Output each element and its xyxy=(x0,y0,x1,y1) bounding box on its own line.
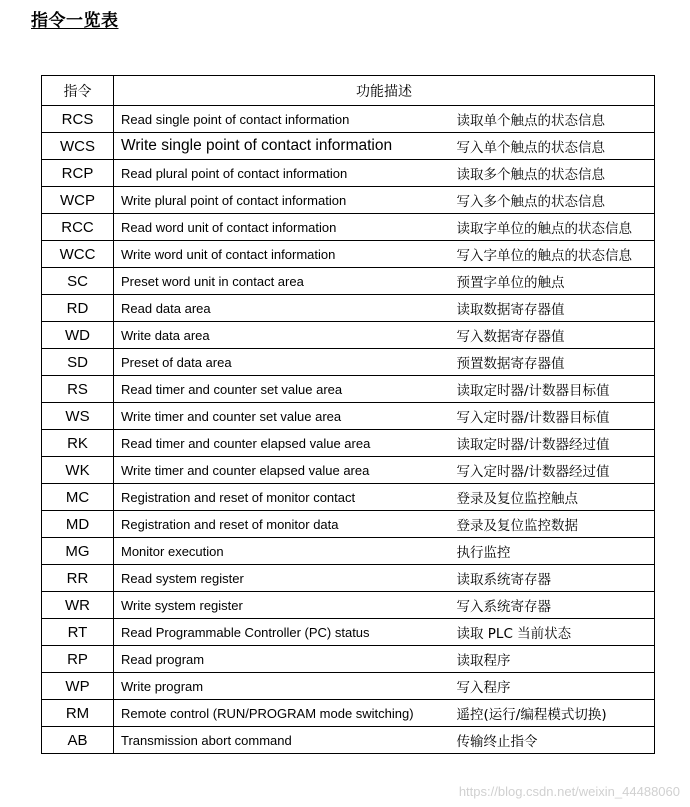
description-cn: 读取单个触点的状态信息 xyxy=(451,106,655,133)
description-cn: 读取定时器/计数器目标值 xyxy=(451,376,655,403)
table-row xyxy=(42,295,655,322)
description-en: Read data area xyxy=(114,295,451,322)
command-code: WS xyxy=(42,403,114,430)
description-cn: 写入定时器/计数器经过值 xyxy=(451,457,655,484)
description-en: Write system register xyxy=(114,592,451,619)
command-code: RT xyxy=(42,619,114,646)
command-code: WD xyxy=(42,322,114,349)
command-code: MD xyxy=(42,511,114,538)
description-cn: 预置数据寄存器值 xyxy=(451,349,655,376)
table-row xyxy=(42,727,655,754)
description-cn: 写入单个触点的状态信息 xyxy=(451,133,655,160)
command-code: WR xyxy=(42,592,114,619)
description-cn: 写入定时器/计数器目标值 xyxy=(451,403,655,430)
table-row xyxy=(42,673,655,700)
watermark: https://blog.csdn.net/weixin_44488060 xyxy=(458,784,680,799)
description-cn: 读取定时器/计数器经过值 xyxy=(451,430,655,457)
table-row xyxy=(42,322,655,349)
command-code: RK xyxy=(42,430,114,457)
table-row xyxy=(42,511,655,538)
description-en: Read program xyxy=(114,646,451,673)
command-code: WCP xyxy=(42,187,114,214)
description-en: Write program xyxy=(114,673,451,700)
description-cn: 写入程序 xyxy=(451,673,655,700)
description-cn: 登录及复位监控触点 xyxy=(451,484,655,511)
command-code: WK xyxy=(42,457,114,484)
command-code: RD xyxy=(42,295,114,322)
description-cn: 读取系统寄存器 xyxy=(451,565,655,592)
description-en: Monitor execution xyxy=(114,538,451,565)
table-row xyxy=(42,403,655,430)
command-code: WCC xyxy=(42,241,114,268)
description-cn: 写入数据寄存器值 xyxy=(451,322,655,349)
description-en: Read Programmable Controller (PC) status xyxy=(114,619,451,646)
description-en: Read timer and counter elapsed value area xyxy=(114,430,451,457)
table-row xyxy=(42,160,655,187)
description-cn: 传输终止指令 xyxy=(451,727,655,754)
description-en: Read plural point of contact information xyxy=(114,160,451,187)
description-en: Read system register xyxy=(114,565,451,592)
table-row xyxy=(42,376,655,403)
description-en: Preset word unit in contact area xyxy=(114,268,451,295)
table-row xyxy=(42,592,655,619)
description-cn: 读取多个触点的状态信息 xyxy=(451,160,655,187)
description-cn: 读取数据寄存器值 xyxy=(451,295,655,322)
table-row xyxy=(42,457,655,484)
description-cn: 登录及复位监控数据 xyxy=(451,511,655,538)
table-row xyxy=(42,430,655,457)
description-en: Registration and reset of monitor data xyxy=(114,511,451,538)
table-row xyxy=(42,268,655,295)
command-code: SD xyxy=(42,349,114,376)
command-code: RCP xyxy=(42,160,114,187)
description-en: Read single point of contact information xyxy=(114,106,451,133)
description-en: Transmission abort command xyxy=(114,727,451,754)
table-row xyxy=(42,538,655,565)
table-row xyxy=(42,241,655,268)
command-code: RCS xyxy=(42,106,114,133)
description-en: Write plural point of contact information xyxy=(114,187,451,214)
table-row xyxy=(42,646,655,673)
command-code: WCS xyxy=(42,133,114,160)
description-en: Read timer and counter set value area xyxy=(114,376,451,403)
description-en: Write word unit of contact information xyxy=(114,241,451,268)
command-code: RR xyxy=(42,565,114,592)
document-title: 指令一览表 xyxy=(31,11,119,31)
description-cn: 写入多个触点的状态信息 xyxy=(451,187,655,214)
header-function: 功能描述 xyxy=(114,76,655,106)
table-row xyxy=(42,700,655,727)
table-body xyxy=(42,106,655,754)
command-table xyxy=(41,75,655,754)
description-en: Write timer and counter elapsed value area xyxy=(114,457,451,484)
command-code: MC xyxy=(42,484,114,511)
table-row xyxy=(42,106,655,133)
command-code: RP xyxy=(42,646,114,673)
command-code: RCC xyxy=(42,214,114,241)
header-code: 指令 xyxy=(42,76,114,106)
description-en: Registration and reset of monitor contact xyxy=(114,484,451,511)
command-code: WP xyxy=(42,673,114,700)
description-cn: 写入系统寄存器 xyxy=(451,592,655,619)
description-en: Remote control (RUN/PROGRAM mode switching) xyxy=(114,700,451,727)
table-row xyxy=(42,133,655,160)
description-cn: 读取 PLC 当前状态 xyxy=(451,619,655,646)
description-cn: 预置字单位的触点 xyxy=(451,268,655,295)
description-en: Write data area xyxy=(114,322,451,349)
table-row xyxy=(42,349,655,376)
description-cn: 读取程序 xyxy=(451,646,655,673)
command-code: RS xyxy=(42,376,114,403)
table-row xyxy=(42,619,655,646)
table-header-row xyxy=(42,76,655,106)
description-cn: 执行监控 xyxy=(451,538,655,565)
description-cn: 遥控(运行/编程模式切换) xyxy=(451,700,655,727)
command-code: MG xyxy=(42,538,114,565)
command-code: SC xyxy=(42,268,114,295)
table-row xyxy=(42,484,655,511)
description-en: Write single point of contact information xyxy=(114,133,451,160)
description-cn: 读取字单位的触点的状态信息 xyxy=(451,214,655,241)
description-en: Read word unit of contact information xyxy=(114,214,451,241)
table-row xyxy=(42,214,655,241)
command-code: RM xyxy=(42,700,114,727)
table-row xyxy=(42,187,655,214)
description-en: Preset of data area xyxy=(114,349,451,376)
command-code: AB xyxy=(42,727,114,754)
description-cn: 写入字单位的触点的状态信息 xyxy=(451,241,655,268)
table-row xyxy=(42,565,655,592)
description-en: Write timer and counter set value area xyxy=(114,403,451,430)
